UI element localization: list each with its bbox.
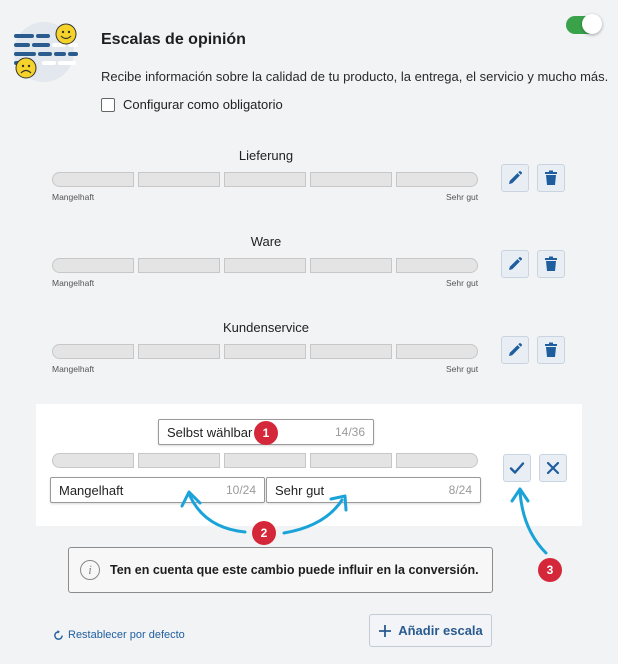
plus-icon: [378, 624, 392, 638]
low-label-counter: 10/24: [225, 483, 256, 497]
scale-segment: [138, 258, 220, 273]
low-label-value: Mangelhaft: [59, 482, 124, 498]
scale-high-label: Sehr gut: [446, 364, 479, 374]
scale-segment: [224, 344, 306, 359]
enable-toggle[interactable]: [566, 16, 600, 34]
scale-name-value: Selbst wählbar: [167, 424, 253, 440]
scale-segment: [224, 258, 306, 273]
page-description: Recibe información sobre la calidad de tu producto, la entrega, el servicio y mucho más.: [101, 69, 609, 84]
mandatory-checkbox[interactable]: [101, 98, 115, 112]
scale-segment: [310, 344, 392, 359]
step-badge-1: 1: [254, 421, 278, 445]
scale-high-label: Sehr gut: [446, 278, 479, 288]
scale-segment: [224, 172, 306, 187]
scale-segment: [310, 172, 392, 187]
confirm-button[interactable]: [503, 454, 531, 482]
close-icon: [546, 461, 560, 475]
step-badge-2: 2: [252, 521, 276, 545]
scale-bar: [52, 344, 478, 359]
pencil-icon: [507, 170, 523, 186]
scale-bar: [52, 258, 478, 273]
scale-segment: [396, 258, 478, 273]
scale-segment: [138, 344, 220, 359]
scale-segment: [52, 172, 134, 187]
scale-segment: [138, 172, 220, 187]
trash-icon: [544, 170, 558, 186]
info-icon: i: [80, 560, 100, 580]
high-label-input[interactable]: [266, 477, 481, 503]
cancel-button[interactable]: [539, 454, 567, 482]
scale-segment: [52, 453, 134, 468]
high-label-value: Sehr gut: [275, 482, 325, 498]
add-scale-label: Añadir escala: [398, 623, 483, 638]
scale-bar: [52, 172, 478, 187]
scale-name-counter: 14/36: [334, 425, 365, 439]
trash-icon: [544, 256, 558, 272]
scale-low-label: Mangelhaft: [52, 278, 95, 288]
conversion-notice: [68, 547, 493, 593]
scale-low-label: Mangelhaft: [52, 192, 95, 202]
mandatory-label: Configurar como obligatorio: [123, 97, 283, 112]
scale-segment: [310, 258, 392, 273]
mandatory-option[interactable]: [101, 97, 283, 112]
edit-scale-button[interactable]: [501, 336, 529, 364]
page-title: Escalas de opinión: [101, 31, 246, 48]
scale-high-label: Sehr gut: [446, 192, 479, 202]
scale-segment: [396, 344, 478, 359]
scale-segment: [310, 453, 392, 468]
edit-scale-button[interactable]: [501, 164, 529, 192]
scale-bar: [52, 453, 478, 468]
notice-text: Ten en cuenta que este cambio puede influir en la conversión.: [110, 563, 479, 577]
scale-name: Lieferung: [238, 148, 294, 163]
low-label-input[interactable]: [50, 477, 265, 503]
add-scale-button[interactable]: [369, 614, 492, 647]
reset-defaults-link[interactable]: [53, 629, 185, 641]
step-badge-3: 3: [538, 558, 562, 582]
delete-scale-button[interactable]: [537, 250, 565, 278]
pencil-icon: [507, 256, 523, 272]
scale-low-label: Mangelhaft: [52, 364, 95, 374]
opinion-scale-logo: [12, 20, 82, 82]
high-label-counter: 8/24: [448, 483, 472, 497]
scale-name: Kundenservice: [223, 320, 309, 335]
scale-segment: [52, 258, 134, 273]
reset-label: Restablecer por defecto: [68, 629, 185, 641]
scale-segment: [52, 344, 134, 359]
scale-segment: [396, 453, 478, 468]
trash-icon: [544, 342, 558, 358]
scale-name: Ware: [250, 234, 282, 249]
reset-icon: [53, 630, 64, 641]
delete-scale-button[interactable]: [537, 164, 565, 192]
pencil-icon: [507, 342, 523, 358]
check-icon: [509, 460, 525, 476]
delete-scale-button[interactable]: [537, 336, 565, 364]
scale-segment: [138, 453, 220, 468]
scale-segment: [224, 453, 306, 468]
edit-scale-button[interactable]: [501, 250, 529, 278]
scale-segment: [396, 172, 478, 187]
